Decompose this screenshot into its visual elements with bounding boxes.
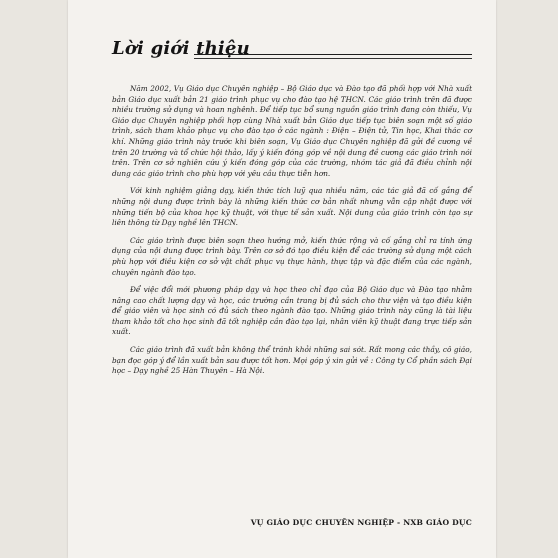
page-header [112,32,472,72]
paragraph: Các giáo trình đã xuất bản không thể tránh khỏi những sai sót. Rất mong các thầy, cô giáo, bạn đọc góp ý để lần xuất bản sau được tốt hơn. Mọi góp ý xin gửi về : Công ty Cổ phần sách Đại học – Dạy nghề 25 Hàn Thuyên – Hà Nội. [112,345,472,376]
page-body [112,84,472,384]
title-rule [194,54,472,55]
page-title: Lời giới thiệu [112,38,250,59]
paragraph: Các giáo trình được biên soạn theo hướng mở, kiến thức rộng và cố gắng chỉ ra tính ứng dụng của nội dung được trình bày. Trên cơ sở đó tạo điều kiện để các trường sử dụng một cách phù hợp với điều kiện cơ sở vật chất phục vụ thực hành, thực tập và đặc điểm của các ngành, chuyên ngành đào tạo. [112,235,472,277]
paragraph: Với kinh nghiệm giảng dạy, kiến thức tích luỹ qua nhiều năm, các tác giả đã cố gắng để những nội dung được trình bày là những kiến thức cơ bản nhất nhưng vẫn cập nhật được với những tiến bộ của khoa học kỹ thuật, với thực tế sản xuất. Nội dung của giáo trình còn tạo sự liên thông từ Dạy nghề lên THCN. [112,186,472,228]
book-page [68,0,496,558]
title-rule-thin [194,58,472,59]
signature: VỤ GIÁO DỤC CHUYÊN NGHIỆP - NXB GIÁO DỤC [250,518,472,527]
paragraph: Năm 2002, Vụ Giáo dục Chuyên nghiệp – Bộ Giáo dục và Đào tạo đã phối hợp với Nhà xuất bản Giáo dục xuất bản 21 giáo trình phục vụ cho đào tạo hệ THCN. Các giáo trình trên đã được nhiều trường sử dụng và hoan nghênh. Để tiếp tục bổ sung nguồn giáo trình đang còn thiếu, Vụ Giáo dục Chuyên nghiệp phối hợp cùng Nhà xuất bản Giáo dục tiếp tục biên soạn một số giáo trình, sách tham khảo phục vụ cho đào tạo ở các ngành : Điện – Điện tử, Tin học, Khai thác cơ khí. Những giáo trình này trước khi biên soạn, Vụ Giáo dục Chuyên nghiệp đã gửi đề cương về trên 20 trường và tổ chức hội thảo, lấy ý kiến đóng góp về nội dung đề cương các giáo trình nói trên. Trên cơ sở nghiên cứu ý kiến đóng góp của các trường, nhóm tác giả đã điều chỉnh nội dung các giáo trình cho phù hợp với yêu cầu thực tiễn hơn. [112,84,472,178]
paragraph: Để việc đổi mới phương pháp dạy và học theo chỉ đạo của Bộ Giáo dục và Đào tạo nhằm nâng cao chất lượng dạy và học, các trường cần trang bị đủ sách cho thư viện và tạo điều kiện để giáo viên và học sinh có đủ sách theo ngành đào tạo. Những giáo trình này cũng là tài liệu tham khảo tốt cho học sinh đã tốt nghiệp cần đào tạo lại, nhân viên kỹ thuật đang trực tiếp sản xuất. [112,285,472,337]
